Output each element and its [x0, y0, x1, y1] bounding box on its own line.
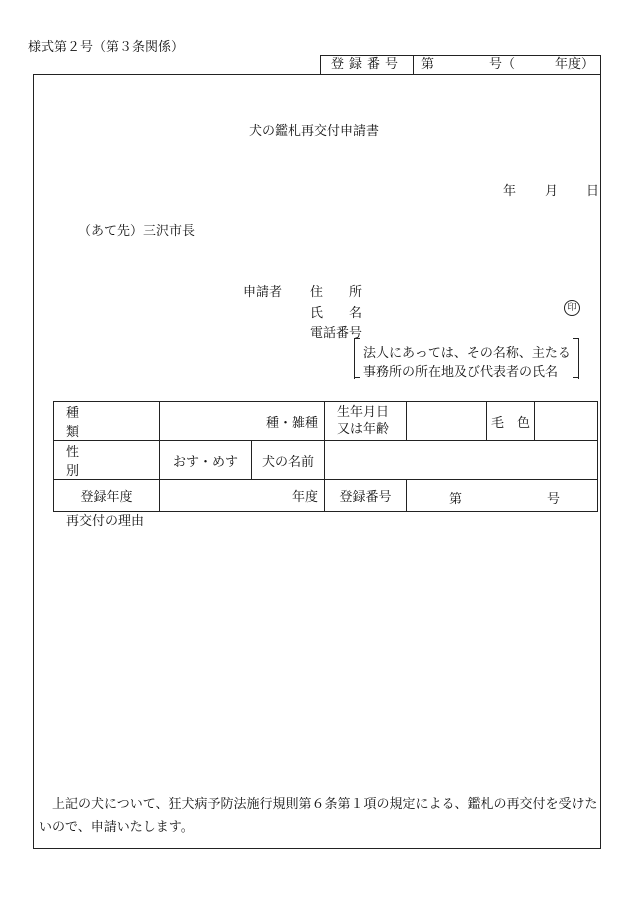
registration-box — [320, 55, 601, 75]
registration-label: 登録番号 — [321, 56, 414, 74]
birth-field[interactable] — [407, 402, 487, 441]
dog-name-label: 犬の名前 — [252, 441, 325, 480]
sex-label: 性 別 — [54, 441, 160, 480]
applicant-address-label[interactable]: 住 所 — [310, 285, 363, 300]
birth-label-2: 又は年齢 — [337, 422, 390, 437]
addressee: （あて先）三沢市長 — [78, 224, 196, 239]
dog-info-table — [53, 401, 598, 512]
reason-field[interactable] — [53, 530, 579, 780]
birth-label — [325, 402, 407, 441]
date-year[interactable]: 年 — [503, 184, 517, 199]
applicant-label: 申請者 — [243, 285, 283, 300]
sex-field[interactable]: おす・めす — [160, 441, 252, 480]
birth-label-1: 生年月日 — [337, 405, 390, 420]
reg-year-label: 登録年度 — [54, 480, 160, 512]
corporate-note — [354, 339, 579, 379]
registration-nendo: 年度） — [554, 57, 594, 72]
breed-field[interactable]: 種・雑種 — [160, 402, 325, 441]
table-row — [54, 402, 598, 441]
seal-mark: 印 — [564, 300, 580, 316]
closing-paragraph — [39, 793, 601, 839]
applicant-phone-label[interactable]: 電話番号 — [310, 326, 363, 341]
table-row — [54, 441, 598, 480]
applicant-name-label[interactable]: 氏 名 — [310, 306, 363, 321]
color-field[interactable] — [535, 402, 598, 441]
form-title: 犬の鑑札再交付申請書 — [249, 124, 380, 139]
date-month[interactable]: 月 — [545, 184, 559, 199]
corporate-note-line2: 事務所の所在地及び代表者の氏名 — [363, 365, 559, 380]
table-row — [54, 480, 598, 512]
closing-text: 上記の犬について、狂犬病予防法施行規則第６条第１項の規定による、鑑札の再交付を受けたいので、申請いたします。 — [39, 797, 598, 835]
reg-no-go: 号 — [547, 492, 561, 507]
reason-label: 再交付の理由 — [66, 514, 145, 529]
dog-name-field[interactable] — [325, 441, 598, 480]
reg-no-field[interactable] — [407, 480, 598, 512]
reg-no-label: 登録番号 — [325, 480, 407, 512]
reg-year-field[interactable]: 年度 — [160, 480, 325, 512]
registration-go: 号（ — [489, 57, 516, 72]
color-label: 毛 色 — [487, 402, 535, 441]
corporate-note-line1: 法人にあっては、その名称、主たる — [363, 346, 571, 361]
form-number: 様式第２号（第３条関係） — [28, 40, 185, 55]
reg-no-dai: 第 — [449, 492, 463, 507]
kind-label: 種 類 — [54, 402, 160, 441]
registration-dai: 第 — [421, 57, 435, 72]
date-day[interactable]: 日 — [586, 184, 600, 199]
